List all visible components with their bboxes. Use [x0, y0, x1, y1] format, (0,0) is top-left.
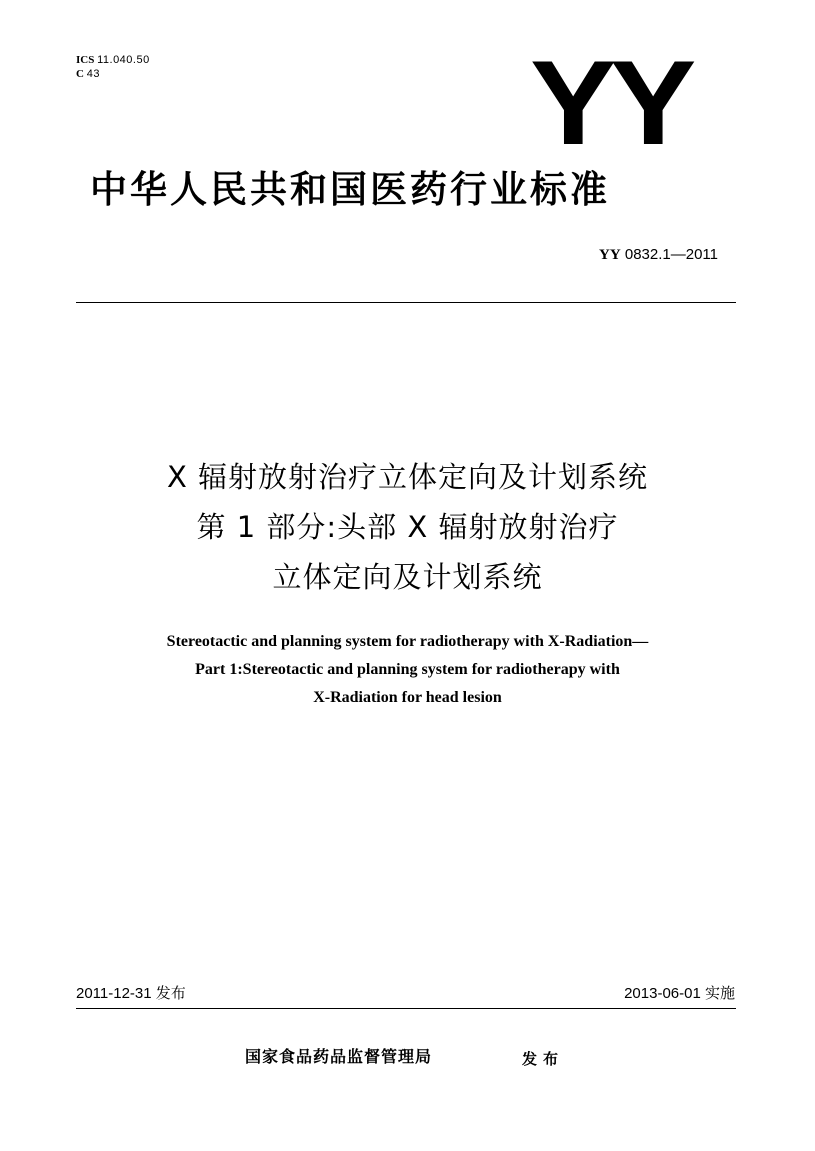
- chinese-title-line-3: 立体定向及计划系统: [272, 560, 543, 594]
- bottom-divider: [76, 1008, 736, 1009]
- classification-codes: [76, 53, 150, 81]
- issue-date: 2011-12-31 发布: [76, 985, 186, 1002]
- implementation-date: 2013-06-01 实施: [624, 985, 735, 1002]
- ccs-code: 43: [86, 68, 100, 80]
- ccs-line: [76, 67, 150, 81]
- standard-number: [599, 245, 718, 265]
- english-title: [0, 628, 815, 712]
- english-title-line-1: Stereotactic and planning system for radiotherapy with X-Radiation—: [166, 633, 649, 650]
- chinese-title: [0, 452, 815, 602]
- issuing-authority: 国家食品药品监督管理局: [245, 1047, 433, 1066]
- publish-label: 发布: [522, 1050, 565, 1068]
- english-title-line-2: Part 1:Stereotactic and planning system for radiotherapy with: [195, 661, 620, 678]
- standard-prefix: YY: [599, 247, 621, 263]
- ics-line: [76, 53, 150, 67]
- ics-label: ICS: [76, 54, 95, 66]
- top-divider: [76, 302, 736, 303]
- yy-logo: YY: [530, 36, 690, 170]
- ccs-label: C: [76, 68, 84, 80]
- chinese-title-line-1: X 辐射放射治疗立体定向及计划系统: [166, 460, 649, 494]
- chinese-title-line-2: 第 1 部分:头部 X 辐射放射治疗: [196, 510, 619, 544]
- organization-title: 中华人民共和国医药行业标准: [90, 168, 610, 211]
- standard-code: 0832.1—2011: [624, 246, 718, 263]
- ics-code: 11.040.50: [97, 54, 150, 66]
- english-title-line-3: X-Radiation for head lesion: [313, 689, 502, 706]
